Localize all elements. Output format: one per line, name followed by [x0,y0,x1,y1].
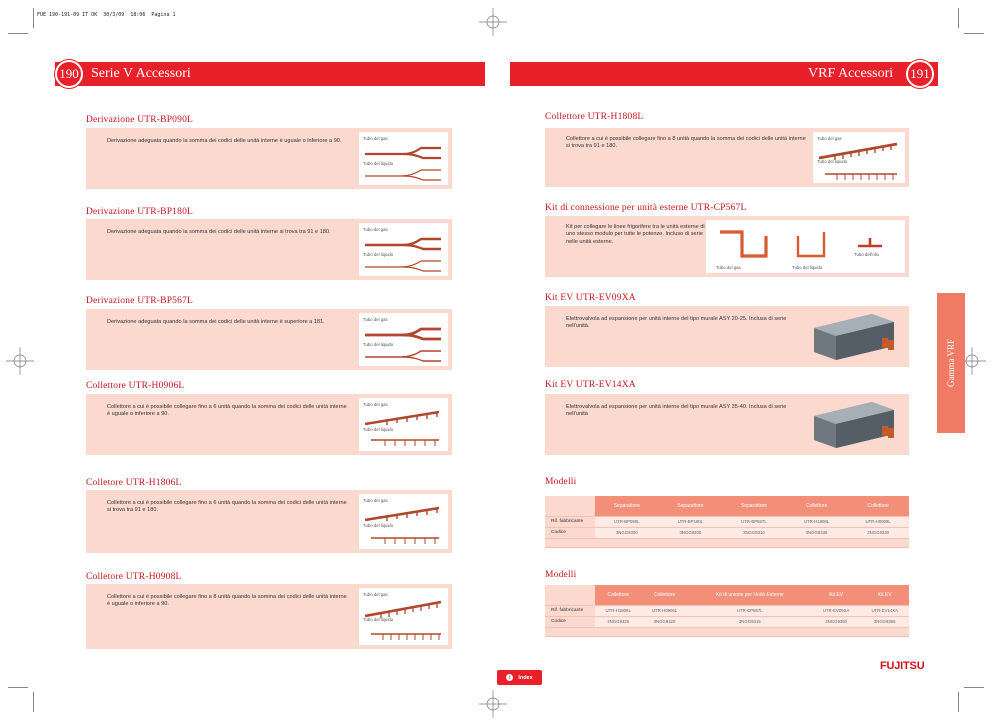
product-description: Elettrovalvola ad espansione per unità interne del tipo murale ASY 20-25. Inclusa di serie nell'unità. [566,316,787,330]
table-cell: UTR-CP567L [688,605,812,616]
table-cell: 3NGG9305 [659,527,723,538]
liquid-pipe-label: Tubo del liquido [792,265,823,270]
gas-pipe-label: Tubo del gas [363,402,388,407]
table-cell: 3NGG9315 [688,616,812,627]
liquid-pipe-label: Tubo del liquido [363,523,394,528]
table-cell: UTR-H1808L [786,516,848,527]
row-label: Codice [545,527,595,538]
table-cell: 3NGG9355 [860,616,909,627]
branch-pipe-picture [363,323,443,363]
models-title: Modelli [545,477,577,487]
section-title: Kit di connessione per unità esterne UTR-CP567L [545,203,747,213]
product-description: Collettore a cui è possibile collegare fino a 6 unità quando la somma dei codici delle unità interne si trova tra 91 e 180. [107,500,347,514]
gas-pipe-label: Tubo del gas [817,136,842,141]
product-image-panel [706,220,905,273]
section-title: Colletore UTR-H0908L [86,572,182,582]
registration-mark [479,690,507,718]
header-pipe-picture [363,598,443,642]
product-box [86,128,452,189]
table-cell: UTR-H0908L [847,516,909,527]
product-image-panel [359,132,448,185]
product-box [545,216,909,277]
fujitsu-logo: FUJITSU [880,660,925,672]
product-description: Derivazione adeguata quando la somma dei codici delle unità interne è uguale o inferiore a 90. [107,138,342,144]
crop-mark [958,8,959,28]
header-pipe-picture [363,504,443,546]
section-title: Derivazione UTR-BP090L [86,115,194,125]
gas-pipe-label: Tubo del gas [363,227,388,232]
row-label: Codice [545,616,595,627]
liquid-pipe-label: Tubo del liquido [363,252,394,257]
table-row [545,516,909,527]
gas-pipe-label: Tubo del gas [363,592,388,597]
liquid-pipe-label: Tubo del liquido [363,161,394,166]
liquid-pipe-label: Tubo del liquido [363,427,394,432]
product-image-panel [359,313,448,366]
liquid-pipe-label: Tubo del liquido [817,159,848,164]
product-description: Kit per collegare le linee frigorifere tra le unità esterne di uno stesso modulo per tutte le potenze. Incluso di serie nelle unità esterne. [566,224,705,245]
column-header: Collettore [786,496,848,516]
product-image-panel [813,132,905,183]
column-header: Collettore [595,585,641,605]
crop-mark [964,33,984,34]
ev-kit-picture [810,310,898,362]
crop-mark [33,692,34,712]
crop-mark [964,687,984,688]
table-row [545,616,909,627]
header-pipe-picture [817,140,901,182]
info-icon: i [506,674,513,681]
table-cell: UTR-EV14XA [860,605,909,616]
table-cell: UTR-BP567L [722,516,786,527]
left-page-title: Serie V Accessori [91,66,191,81]
column-header: Collettore [847,496,909,516]
table-cell: 3NGG9325 [595,616,641,627]
section-title: Derivazione UTR-BP567L [86,296,194,306]
crop-mark [958,692,959,712]
table-row [545,527,909,538]
section-title: Kit EV UTR-EV09XA [545,293,636,303]
side-tab-label: Gamma VRF [946,338,956,388]
column-header: Separattore [595,496,659,516]
product-image-panel [359,588,448,645]
liquid-pipe-label: Tubo del liquido [363,342,394,347]
product-description: Derivazione adeguata quando la somma dei codici delle unità interne si trova tra 91 e 180. [107,229,331,235]
column-header: Kit EV [860,585,909,605]
crop-mark [33,8,34,28]
section-title: Collettore UTR-H0906L [86,381,185,391]
product-image-panel [359,223,448,276]
ev-kit-picture [810,398,898,450]
column-header: Separattore [659,496,723,516]
table-cell: UTR-BP180L [659,516,723,527]
oil-pipe-label: Tubo dell'olio [854,252,880,257]
row-label: Rif. fabbricante [545,605,595,616]
product-box [545,394,909,455]
product-description: Collettore a cui è possibile collegare fino a 8 unità quando la somma dei codici delle unità interne si trova tra 91 e 180. [566,136,806,150]
table-cell: 3NGG9300 [595,527,659,538]
right-page-title: VRF Accessori [808,66,894,81]
product-box [545,128,909,187]
product-description: Derivazione adeguata quando la somma dei codici delle unità interne è superiore a 181. [107,319,325,325]
gas-pipe-label: Tubo del gas [716,265,741,270]
column-header: Collettore [641,585,687,605]
table-filler-row [545,627,909,636]
product-description: Collettore a cui è possibile collegare fino a 8 unità quando la somma dei codici delle unità interne è uguale o inferiore a 90. [107,594,347,608]
connection-kit-picture [712,226,902,264]
product-box [86,490,452,553]
table-cell: 3NGG9330 [847,527,909,538]
product-description: Collettore a cui è possibile collegare fino a 6 unità quando la somma dei codici delle unità interne è uguale o inferiore a 90. [107,404,347,418]
index-button[interactable] [497,670,542,685]
table-cell: UTR-H0906L [641,605,687,616]
branch-pipe-picture [363,233,443,273]
liquid-pipe-label: Tubo del liquido [363,617,394,622]
product-image-panel [359,494,448,549]
product-image-panel [359,398,448,451]
section-title: Collettore UTR-H1808L [545,112,644,122]
models-title: Modelli [545,570,577,580]
gas-pipe-label: Tubo del gas [363,136,388,141]
section-side-tab [937,293,965,433]
table-cell: UTR-EV09XA [812,605,861,616]
table-cell: UTR-H1806L [595,605,641,616]
column-header: Kit di unione per Unità Esterne [688,585,812,605]
product-box [86,584,452,649]
table-cell: UTR-BP090L [595,516,659,527]
table-row [545,605,909,616]
column-header: Separattore [722,496,786,516]
index-button-label: Index [518,674,533,681]
section-title: Derivazione UTR-BP180L [86,207,194,217]
product-box [86,394,452,455]
registration-mark [6,347,34,375]
table-header-row [545,585,909,605]
row-label: Rif. fabbricante [545,516,595,527]
gas-pipe-label: Tubo del gas [363,317,388,322]
models-table [545,496,909,548]
left-page-number: 190 [55,60,83,88]
crop-mark [8,33,28,34]
table-filler-row [545,538,909,547]
right-page-number: 191 [906,60,934,88]
header-pipe-picture [363,408,443,448]
product-description: Elettrovalvola ad espansione per unità interne del tipo murale ASY 35-40. Inclusa di serie nell'unità [566,404,787,418]
table-cell: 3NGG9350 [812,616,861,627]
table-header-row [545,496,909,516]
section-title: Kit EV UTR-EV14XA [545,380,636,390]
print-slug: FUE 190-191-09 IT OK 30/3/09 18:06 Pagina 1 [37,12,176,18]
registration-mark [479,8,507,36]
table-cell: 3NGG9310 [722,527,786,538]
column-header: Kit EV [812,585,861,605]
crop-mark [8,687,28,688]
branch-pipe-picture [363,142,443,182]
table-cell: 3NGG9335 [786,527,848,538]
section-title: Colletore UTR-H1806L [86,478,182,488]
product-box [86,309,452,370]
table-cell: 3NGG9320 [641,616,687,627]
gas-pipe-label: Tubo del gas [363,498,388,503]
product-box [86,219,452,280]
product-box [545,306,909,367]
models-table [545,585,909,637]
